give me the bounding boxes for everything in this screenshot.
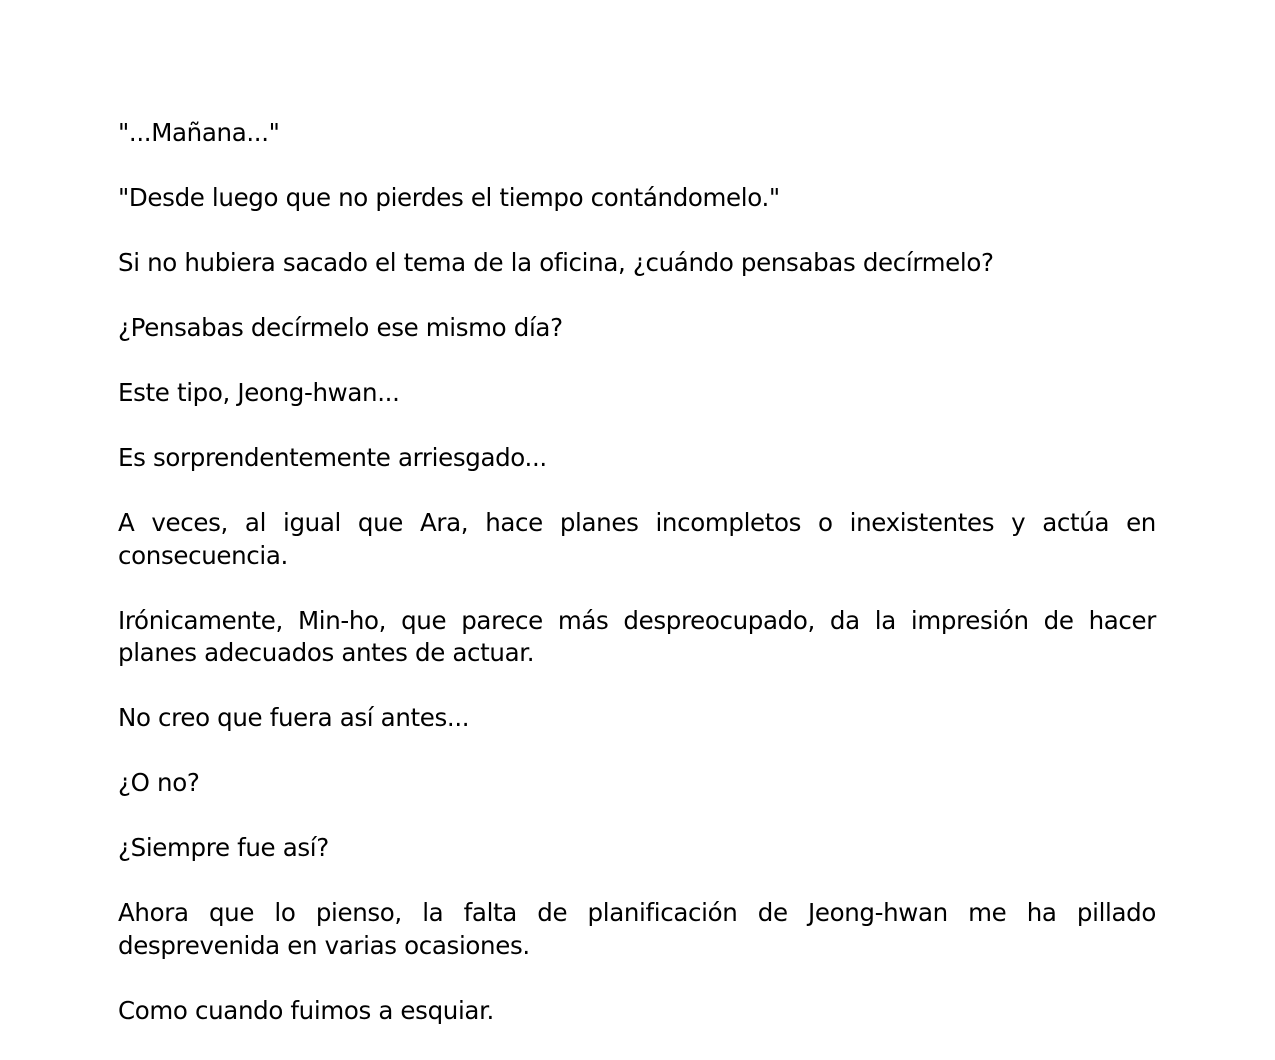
paragraph-4: ¿Pensabas decírmelo ese mismo día?: [118, 313, 563, 342]
document-body: [118, 117, 1156, 1060]
paragraph-13: Como cuando fuimos a esquiar.: [118, 995, 494, 1025]
paragraph-8: Irónicamente, Min-ho, que parece más despreocupado, da la impresión de hacer planes adecuados antes de actuar.: [118, 605, 1156, 667]
paragraph-11: ¿Siempre fue así?: [118, 833, 329, 862]
paragraph-2: "Desde luego que no pierdes el tiempo contándomelo.": [118, 183, 780, 212]
paragraph-7: A veces, al igual que Ara, hace planes incompletos o inexistentes y actúa en consecuencia.: [118, 508, 1156, 570]
paragraph-6: Es sorprendentemente arriesgado...: [118, 443, 547, 472]
paragraph-12: Ahora que lo pienso, la falta de planificación de Jeong-hwan me ha pillado desprevenida en varias ocasiones.: [118, 898, 1156, 960]
paragraph-9: No creo que fuera así antes...: [118, 703, 470, 732]
paragraph-10: ¿O no?: [118, 768, 200, 797]
paragraph-1: "...Mañana...": [118, 118, 280, 147]
paragraph-3: Si no hubiera sacado el tema de la oficina, ¿cuándo pensabas decírmelo?: [118, 248, 994, 277]
paragraph-5: Este tipo, Jeong-hwan...: [118, 378, 400, 407]
